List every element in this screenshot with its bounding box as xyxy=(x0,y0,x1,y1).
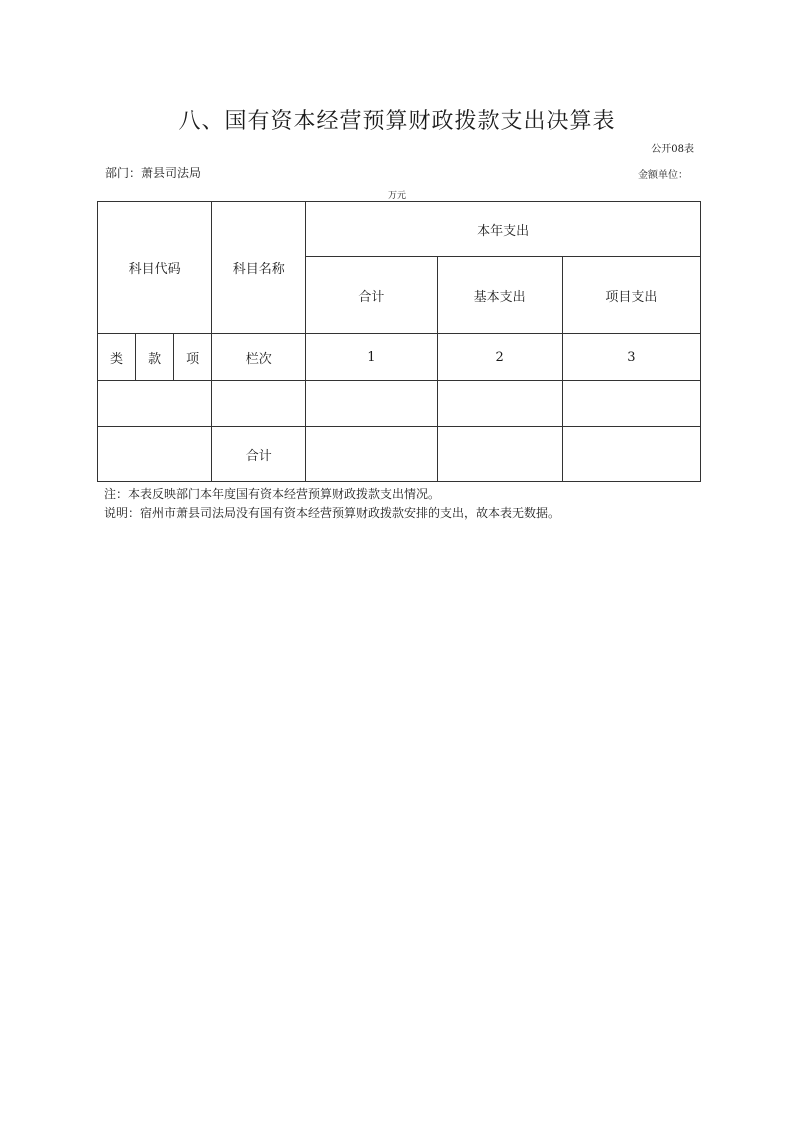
table-row xyxy=(98,381,701,427)
header-row-1 xyxy=(98,202,701,257)
empty-cell xyxy=(306,427,437,482)
empty-cell xyxy=(437,427,562,482)
header-subject-code: 科目代码 xyxy=(98,202,212,334)
expenditure-table xyxy=(97,201,701,482)
header-column-no: 栏次 xyxy=(212,334,306,381)
empty-cell xyxy=(212,381,306,427)
amount-unit-value: 万元 xyxy=(388,191,407,201)
header-kuan: 款 xyxy=(136,334,174,381)
header-project-expenditure: 项目支出 xyxy=(562,257,700,334)
empty-cell xyxy=(562,381,700,427)
note-line: 注：本表反映部门本年度国有资本经营预算财政拨款支出情况。 xyxy=(104,487,441,501)
total-row-label: 合计 xyxy=(212,427,306,482)
header-lei: 类 xyxy=(98,334,136,381)
header-total: 合计 xyxy=(306,257,437,334)
empty-cell xyxy=(437,381,562,427)
empty-cell xyxy=(98,381,212,427)
column-index-1: 1 xyxy=(306,334,437,381)
empty-cell xyxy=(98,427,212,482)
column-index-2: 2 xyxy=(437,334,562,381)
empty-cell xyxy=(306,381,437,427)
column-index-row xyxy=(98,334,701,381)
explanation-line: 说明：宿州市萧县司法局没有国有资本经营预算财政拨款安排的支出，故本表无数据。 xyxy=(104,506,561,520)
form-number: 公开08表 xyxy=(651,144,694,155)
empty-cell xyxy=(562,427,700,482)
department-label: 部门：萧县司法局 xyxy=(105,166,202,180)
header-xiang: 项 xyxy=(174,334,212,381)
page-title: 八、国有资本经营预算财政拨款支出决算表 xyxy=(178,109,616,134)
header-subject-name: 科目名称 xyxy=(212,202,306,334)
header-current-year-expenditure: 本年支出 xyxy=(306,202,701,257)
header-basic-expenditure: 基本支出 xyxy=(437,257,562,334)
amount-unit-label: 金额单位： xyxy=(638,170,688,181)
column-index-3: 3 xyxy=(562,334,700,381)
notes xyxy=(104,485,560,523)
total-row xyxy=(98,427,701,482)
